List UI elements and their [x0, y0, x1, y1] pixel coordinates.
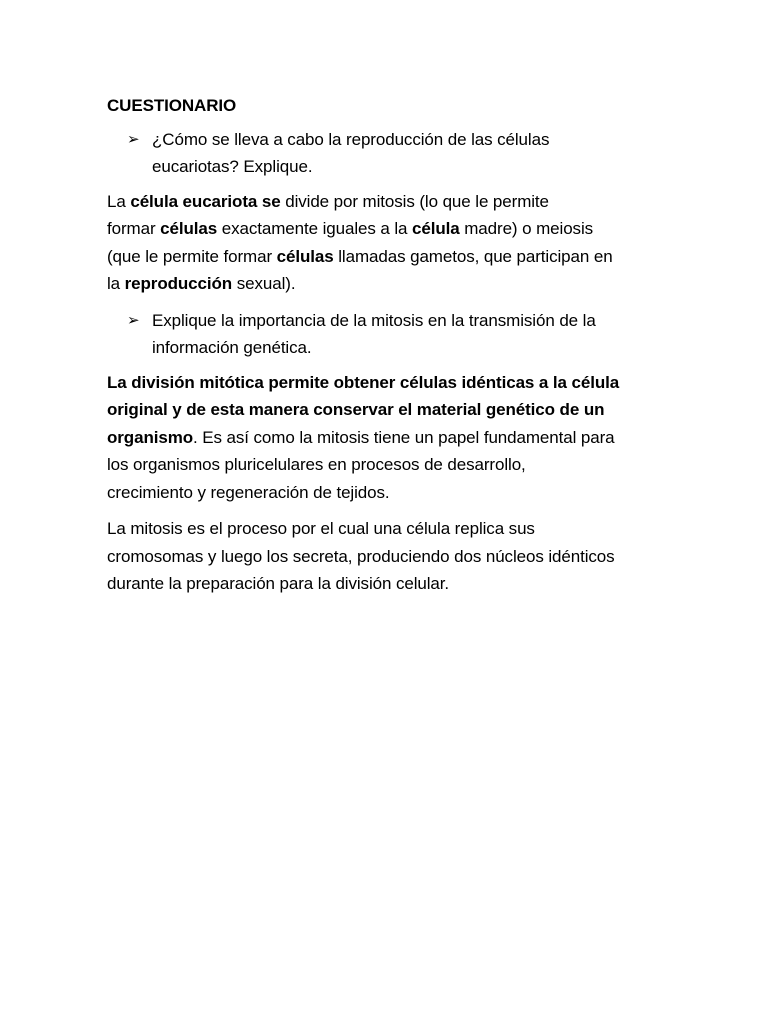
arrow-bullet-icon: ➢	[127, 311, 140, 329]
paragraph-3-text: La mitosis es el proceso por el cual una célula replica sus	[107, 519, 535, 538]
answer-2-paragraph	[107, 369, 677, 507]
answer-2-bold: original y de esta manera conservar el material genético de un	[107, 400, 605, 419]
answer-1-text: formar	[107, 219, 161, 238]
answer-1-text: exactamente iguales a la	[217, 219, 413, 238]
answer-1-bold: célula	[412, 219, 460, 238]
answer-1-bold: células	[160, 219, 218, 238]
answer-1-text: divide por mitosis (lo que le permite	[280, 191, 549, 211]
question-1-line-1: ¿Cómo se lleva a cabo la reproducción de las células	[152, 129, 550, 149]
document-page	[107, 92, 677, 607]
question-2	[107, 307, 677, 362]
answer-1-bold: células	[276, 246, 334, 266]
answer-1-bold: célula eucariota se	[130, 191, 281, 211]
answer-1-text: la	[107, 274, 125, 293]
answer-2-text: crecimiento y regeneración de tejidos.	[107, 482, 390, 502]
answer-2-bold: organismo	[107, 427, 194, 447]
question-2-line-1: Explique la importancia de la mitosis en la transmisión de la	[152, 310, 596, 330]
paragraph-3-text: cromosomas y luego los secreta, produciendo dos núcleos idénticos	[107, 546, 615, 566]
answer-2-text: los organismos pluricelulares en procesos de desarrollo,	[107, 455, 526, 474]
answer-1-bold: reproducción	[124, 274, 233, 293]
answer-1-text: sexual).	[232, 274, 296, 293]
answer-2-bold: La división mitótica permite obtener células idénticas a la célula	[107, 372, 620, 392]
answer-1-text: madre) o meiosis	[459, 219, 594, 238]
question-1	[107, 126, 677, 181]
paragraph-3-text: durante la preparación para la división celular.	[107, 574, 450, 593]
answer-1-paragraph	[107, 188, 677, 298]
answer-1-text: llamadas gametos, que participan en	[333, 246, 613, 266]
answer-1-text: La	[107, 191, 131, 211]
paragraph-3	[107, 515, 677, 598]
answer-2-text: . Es así como la mitosis tiene un papel fundamental para	[193, 427, 615, 447]
question-1-line-2: eucariotas? Explique.	[152, 157, 313, 176]
document-heading: CUESTIONARIO	[107, 96, 237, 115]
arrow-bullet-icon: ➢	[127, 130, 140, 148]
question-2-line-2: información genética.	[152, 338, 312, 357]
answer-1-text: (que le permite formar	[107, 246, 277, 266]
